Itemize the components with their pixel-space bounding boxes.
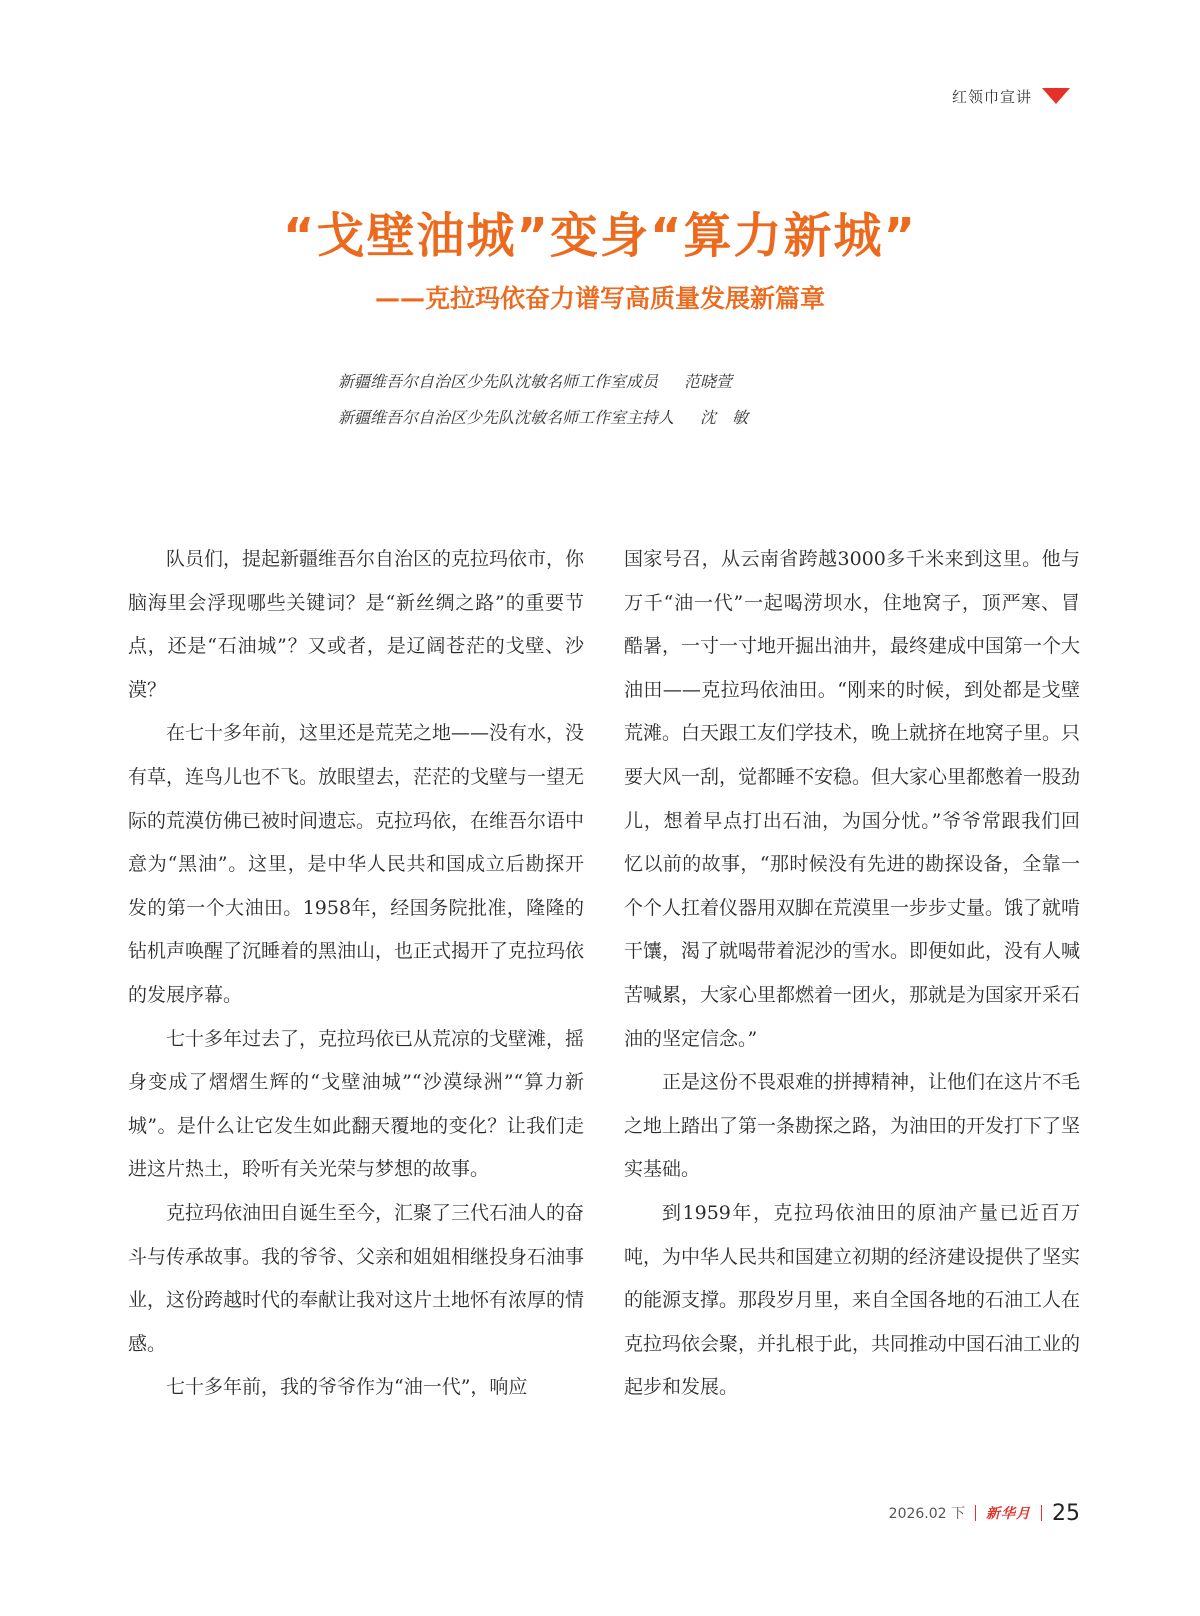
author-block (338, 364, 748, 436)
article-subtitle: ——克拉玛依奋力谱写高质量发展新篇章 (374, 284, 825, 313)
paragraph: 七十多年前，我的爷爷作为“油一代”，响应 (166, 1376, 528, 1399)
section-tag (952, 84, 1070, 108)
body-column-right (624, 538, 1080, 1410)
author-name: 范晓萱 (684, 372, 733, 391)
paragraph: 到1959年，克拉玛依油田的原油产量已近百万吨，为中华人民共和国建立初期的经济建设提供了坚实的能源支撑。那段岁月里，来自全国各地的石油工人在克拉玛依会聚，并扎根于此，共同推动中国石油工业的起步和发展。 (624, 1201, 1081, 1399)
triangle-marker-icon (1042, 88, 1070, 104)
author-name: 沈 敏 (700, 408, 749, 427)
divider (975, 1505, 976, 1521)
section-label: 红领巾宣讲 (951, 87, 1032, 106)
paragraph: 正是这份不畏艰难的拼搏精神，让他们在这片不毛之地上踏出了第一条勘探之路，为油田的开发打下了坚实基础。 (624, 1071, 1081, 1181)
author-line (338, 400, 748, 436)
issue-date: 2026.02 下 (888, 1506, 965, 1522)
page-footer (889, 1499, 1080, 1527)
author-line (338, 364, 748, 400)
author-affiliation: 新疆维吾尔自治区少先队沈敏名师工作室主持人 (338, 408, 675, 427)
paragraph: 七十多年过去了，克拉玛依已从荒凉的戈壁滩，摇身变成了熠熠生辉的“戈壁油城”“沙漠绿洲”“算力新城”。是什么让它发生如此翻天覆地的变化？让我们走进这片热土，聆听有关光荣与梦想的故事。 (128, 1027, 585, 1181)
author-affiliation: 新疆维吾尔自治区少先队沈敏名师工作室成员 (338, 372, 659, 391)
paragraph-continuation: 国家号召，从云南省跨越3000多千米来到这里。他与万千“油一代”一起喝涝坝水，住地窝子，顶严寒、冒酷暑，一寸一寸地开掘出油井，最终建成中国第一个大油田——克拉玛依油田。“刚来的时候，到处都是戈壁荒滩。白天跟工友们学技术，晚上就挤在地窝子里。只要大风一刮，觉都睡不安稳。但大家心里都憋着一股劲儿，想着早点打出石油，为国分忧。”爷爷常跟我们回忆以前的故事，“那时候没有先进的勘探设备，全靠一个个人扛着仪器用双脚在荒漠里一步步丈量。饿了就啃干馕，渴了就喝带着泥沙的雪水。即便如此，没有人喊苦喊累，大家心里都燃着一团火，那就是为国家开采石油的坚定信念。” (624, 548, 1081, 1050)
body-column-left (128, 538, 584, 1410)
page-number: 25 (1052, 1500, 1080, 1526)
magazine-logo: 新华月 (986, 1506, 1031, 1522)
paragraph: 克拉玛依油田自诞生至今，汇聚了三代石油人的奋斗与传承故事。我的爷爷、父亲和姐姐相继投身石油事业，这份跨越时代的奉献让我对这片土地怀有浓厚的情感。 (128, 1201, 585, 1355)
article-title: “戈壁油城”变身“算力新城” (282, 208, 918, 264)
divider (1041, 1505, 1042, 1521)
paragraph: 队员们，提起新疆维吾尔自治区的克拉玛依市，你脑海里会浮现哪些关键词？是“新丝绸之路”的重要节点，还是“石油城”？又或者，是辽阔苍茫的戈壁、沙漠？ (128, 548, 585, 701)
paragraph: 在七十多年前，这里还是荒芜之地——没有水，没有草，连鸟儿也不飞。放眼望去，茫茫的戈壁与一望无际的荒漠仿佛已被时间遗忘。克拉玛依，在维吾尔语中意为“黑油”。这里，是中华人民共和国成立后勘探开发的第一个大油田。1958年，经国务院批准，隆隆的钻机声唤醒了沉睡着的黑油山，也正式揭开了克拉玛依的发展序幕。 (128, 722, 585, 1006)
